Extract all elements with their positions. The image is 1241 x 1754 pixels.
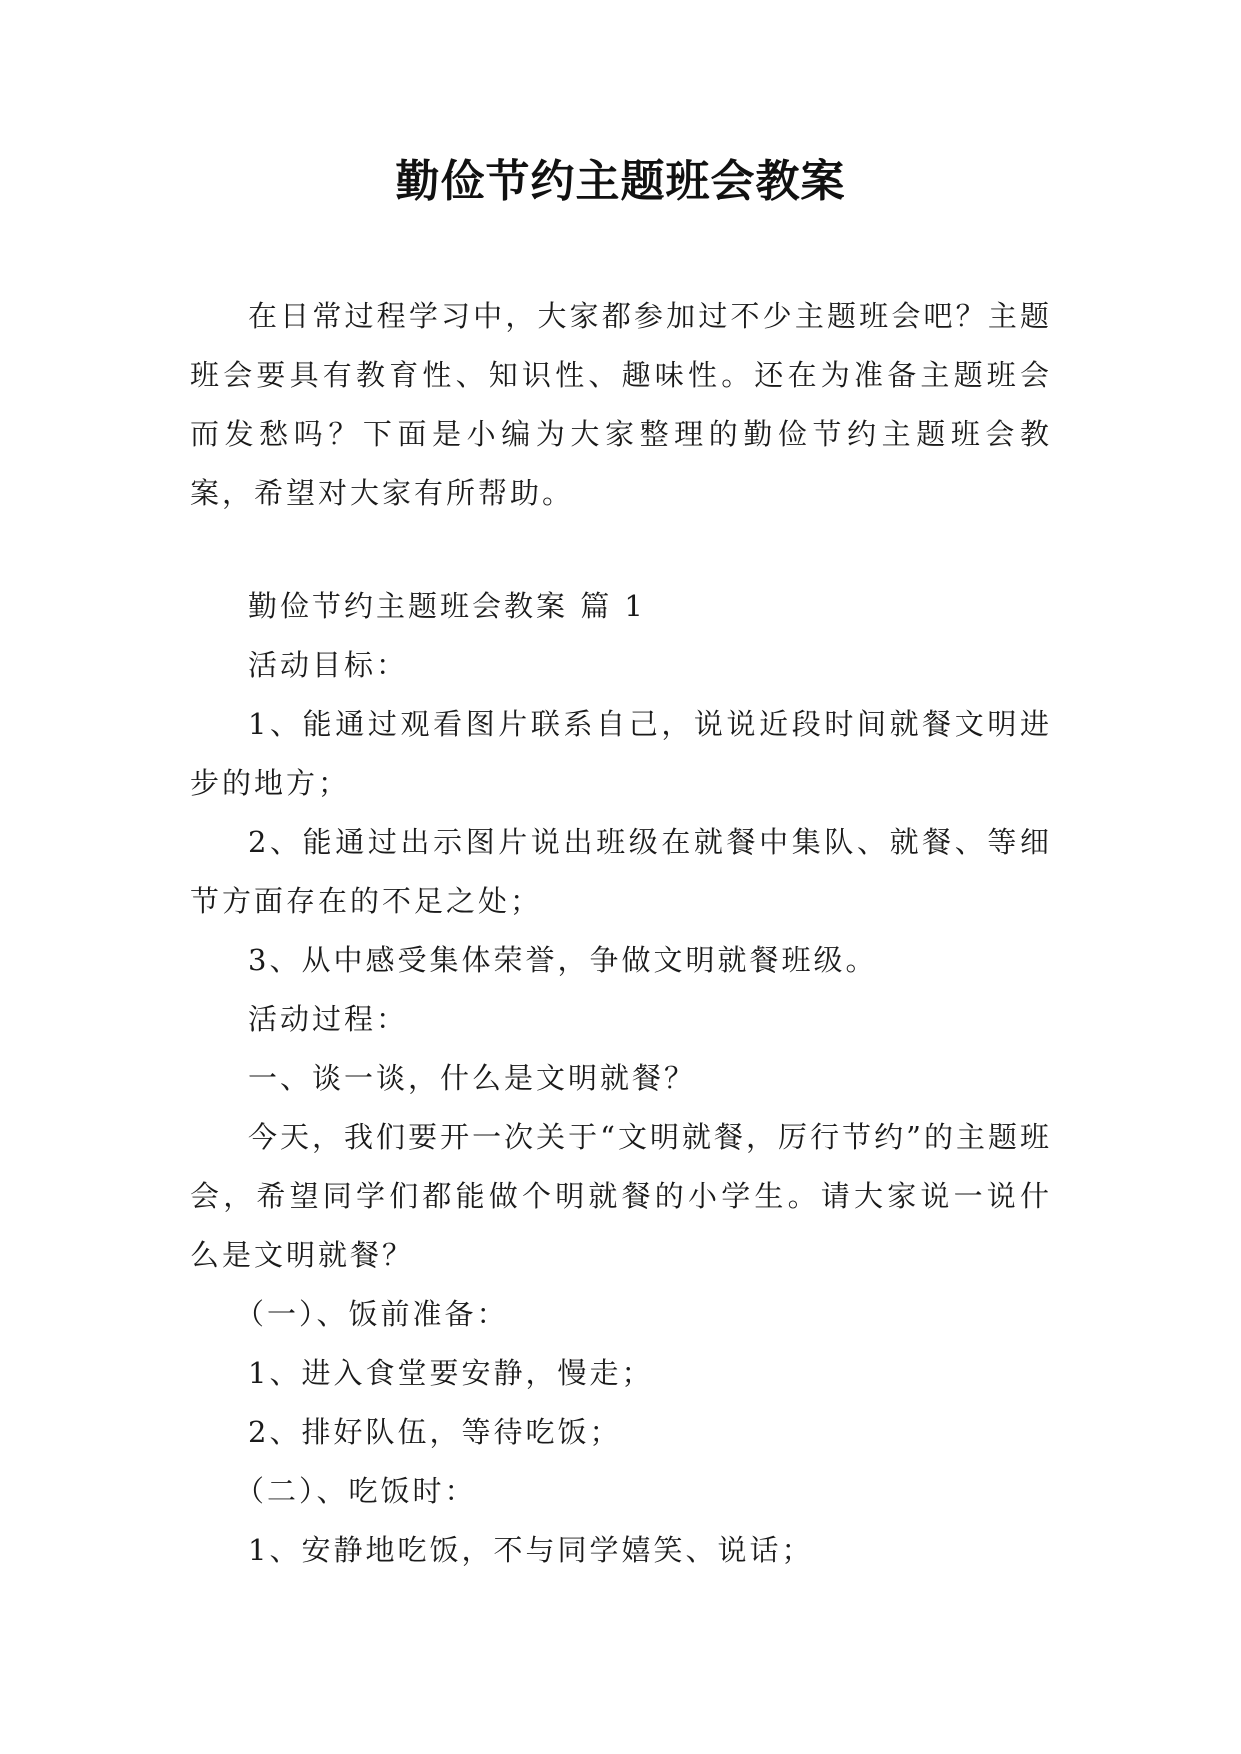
before-meal-item-1: 1、进入食堂要安静，慢走； xyxy=(248,1356,654,1390)
goal-item-3: 3、从中感受集体荣誉，争做文明就餐班级。 xyxy=(248,943,878,977)
document-title: 勤俭节约主题班会教案 xyxy=(395,156,846,207)
process-label: 活动过程： xyxy=(248,1002,409,1036)
step-1-heading: 一、谈一谈，什么是文明就餐？ xyxy=(248,1061,697,1095)
before-meal-item-2: 2、排好队伍，等待吃饭； xyxy=(248,1415,622,1449)
intro-paragraph: 在日常过程学习中，大家都参加过不少主题班会吧？主题班会要具有教育性、知识性、趣味性。还在为准备主题班会而发愁吗？下面是小编为大家整理的勤俭节约主题班会教案，希望对大家有所帮助。 xyxy=(190,299,1052,510)
section-heading: 勤俭节约主题班会教案 篇 1 xyxy=(248,589,646,623)
before-meal-heading: （一）、饭前准备： xyxy=(234,1297,509,1331)
during-meal-item-1: 1、安静地吃饭，不与同学嬉笑、说话； xyxy=(248,1533,814,1567)
lesson-plan-section xyxy=(190,577,1052,1580)
step-1-paragraph: 今天，我们要开一次关于“文明就餐，厉行节约”的主题班会，希望同学们都能做个明就餐的小学生。请大家说一说什么是文明就餐？ xyxy=(190,1120,1052,1272)
goal-item-1: 1、能通过观看图片联系自己，说说近段时间就餐文明进步的地方； xyxy=(190,707,1052,800)
goals-label: 活动目标： xyxy=(248,648,409,682)
intro-section xyxy=(190,287,1052,523)
goal-item-2: 2、能通过出示图片说出班级在就餐中集队、就餐、等细节方面存在的不足之处； xyxy=(190,825,1052,918)
during-meal-heading: （二）、吃饭时： xyxy=(234,1474,477,1508)
